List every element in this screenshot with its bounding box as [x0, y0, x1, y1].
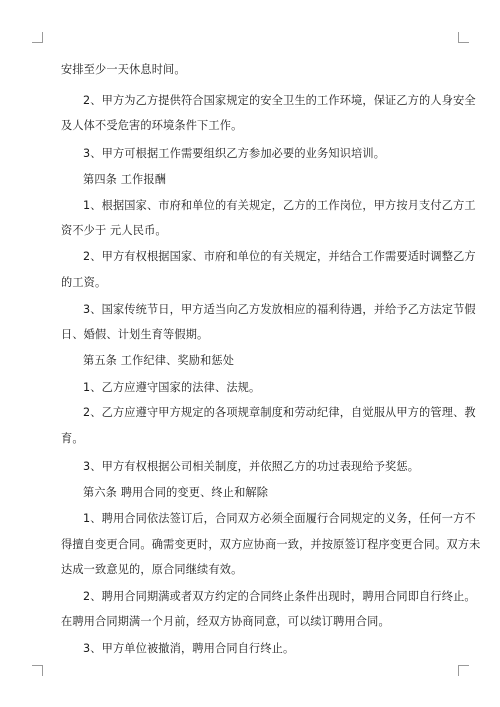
text-line: 1、乙方应遵守国家的法律、法规。 — [83, 381, 261, 394]
text-line: 3、甲方有权根据公司相关制度，并依照乙方的功过表现给予奖惩。 — [83, 460, 420, 473]
text-line: 达成一致意见的，原合同继续有效。 — [61, 563, 243, 576]
text-line: 2、甲方为乙方提供符合国家规定的安全卫生的工作环境，保证乙方的人身安全 — [83, 94, 476, 107]
text-line: 育。 — [61, 432, 84, 445]
text-line: 的工资。 — [61, 276, 107, 289]
text-line: 2、聘用合同期满或者双方约定的合同终止条件出现时，聘用合同即自行终止。 — [83, 590, 476, 603]
text-line: 得擅自变更合同。确需变更时，双方应协商一致，并按原签订程序变更合同。双方未 — [61, 538, 481, 551]
text-line: 1、聘用合同依法签订后，合同双方必须全面履行合同规定的义务，任何一方不 — [83, 512, 476, 525]
section-heading: 第四条 工作报酬 — [83, 173, 167, 186]
corner-mark-top-left — [32, 32, 43, 43]
section-heading: 第五条 工作纪律、奖励和惩处 — [83, 354, 235, 367]
corner-mark-bottom-right — [458, 665, 469, 676]
text-line: 3、甲方可根据工作需要组织乙方参加必要的业务知识培训。 — [83, 147, 386, 160]
corner-mark-top-right — [458, 32, 469, 43]
section-heading: 第六条 聘用合同的变更、终止和解除 — [83, 486, 269, 499]
text-line: 3、甲方单位被撤消，聘用合同自行终止。 — [83, 642, 295, 655]
text-line: 2、乙方应遵守甲方规定的各项规章制度和劳动纪律，自觉服从甲方的管理、教 — [83, 406, 476, 419]
text-line: 资不少于 元人民币。 — [61, 224, 167, 237]
text-line: 在聘用合同期满一个月前，经双方协商同意，可以续订聘用合同。 — [61, 615, 390, 628]
text-line: 及人体不受危害的环境条件下工作。 — [61, 119, 243, 132]
text-line: 3、国家传统节日，甲方适当向乙方发放相应的福利待遇，并给予乙方法定节假 — [83, 303, 476, 316]
text-line: 1、根据国家、市府和单位的有关规定，乙方的工作岗位，甲方按月支付乙方工 — [83, 199, 476, 212]
corner-mark-bottom-left — [32, 665, 43, 676]
text-line: 2、甲方有权根据国家、市府和单位的有关规定，并结合工作需要适时调整乙方 — [83, 250, 476, 263]
text-line: 日、婚假、计划生育等假期。 — [61, 328, 209, 341]
text-line: 安排至少一天休息时间。 — [61, 63, 186, 76]
